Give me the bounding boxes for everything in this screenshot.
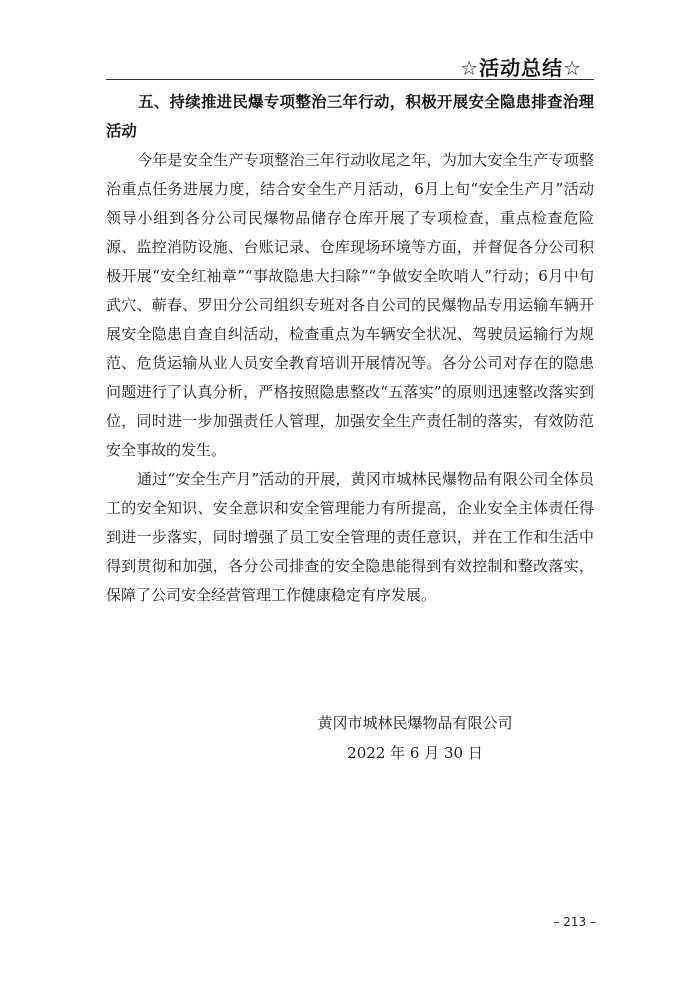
paragraph-2: 通过“安全生产月”活动的开展，黄冈市城林民爆物品有限公司全体员工的安全知识、安全意识和安全管理能力有所提高，企业安全主体责任得到进一步落实，同时增强了员工安全管理的责任意识，并在工作和生活中得到贯彻和加强，各分公司排查的安全隐患能得到有效控制和整改落实，保障了公司安全经营管理工作健康稳定有序发展。 <box>106 470 594 604</box>
signature-organization: 黄冈市城林民爆物品有限公司 <box>317 714 513 732</box>
section-heading: 五、持续推进民爆专项整治三年行动，积极开展安全隐患排查治理活动 <box>106 93 594 140</box>
paragraph-1: 今年是安全生产专项整治三年行动收尾之年，为加大安全生产专项整治重点任务进展力度，结合安全生产月活动，6月上旬“安全生产月”活动领导小组到各分公司民爆物品储存仓库开展了专项检查，重点检查危险源、监控消防设施、台账记录、仓库现场环境等方面，并督促各分公司积极开展“安全红袖章”“事故隐患大扫除”“争做安全吹哨人”行动；6月中旬武穴、蕲春、罗田分公司组织专班对各自公司的民爆物品专用运输车辆开展安全隐患自查自纠活动，检查重点为车辆安全状况、驾驶员运输行为规范、危货运输从业人员安全教育培训开展情况等。各分公司对存在的隐患问题进行了认真分析，严格按照隐患整改“五落实”的原则迅速整改落实到位，同时进一步加强责任人管理，加强安全生产责任制的落实，有效防范安全事故的发生。 <box>106 151 594 459</box>
document-body <box>106 88 594 610</box>
signature-date: 2022 年 6 月 30 日 <box>347 744 483 762</box>
page-header <box>106 47 594 80</box>
page-number: – 213 – <box>553 915 596 929</box>
signature-block <box>290 708 540 768</box>
header-title: ☆活动总结☆ <box>460 56 582 80</box>
